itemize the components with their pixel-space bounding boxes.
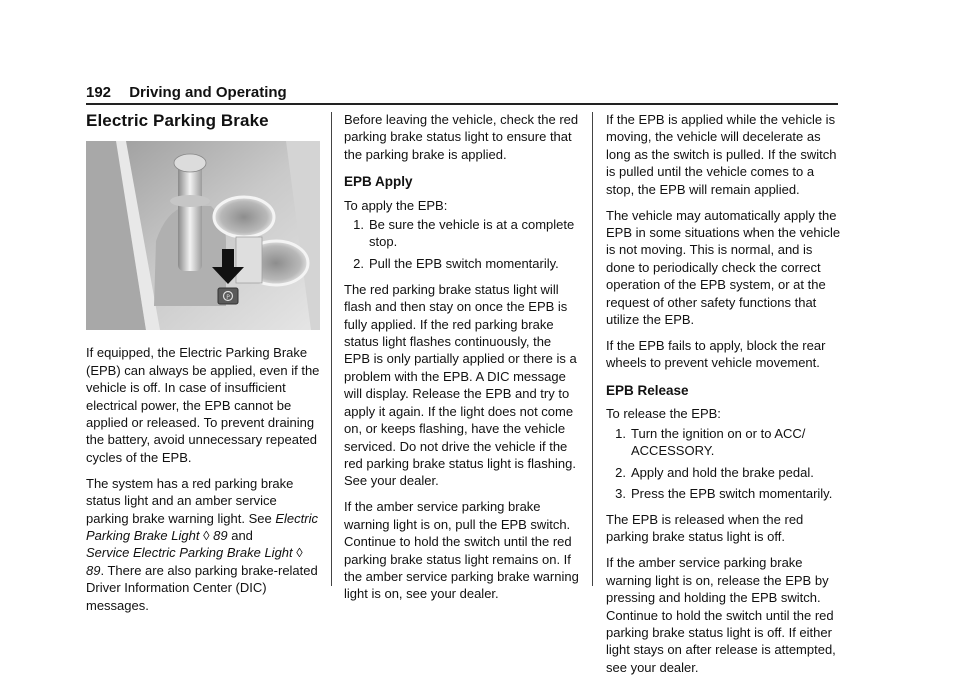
- paragraph: To apply the EPB:: [344, 197, 448, 213]
- section-heading-epb-apply: EPB Apply: [344, 174, 413, 190]
- list-item: 3. Press the EPB switch momentarily.: [615, 485, 833, 501]
- header-rule: [86, 103, 838, 105]
- paragraph: If equipped, the Electric Parking Brake (EPB) can always be applied, even if the vehicle is off. In case of insufficient electrical power, the EPB cannot be applied or released. To prevent draining the battery, avoid unnecessary repeated cycles of the EPB.: [86, 345, 320, 465]
- page-number: 192: [86, 84, 112, 101]
- page-ref[interactable]: 89: [213, 528, 228, 544]
- paragraph: If the EPB is applied while the vehicle is moving, the vehicle will decelerate as long as the switch is pulled. If the switch is pulled until the vehicle comes to a stop, the EPB will remain applied.: [606, 112, 837, 197]
- list-item: 2. Pull the EPB switch momentarily.: [353, 255, 559, 271]
- left-column: [86, 111, 322, 623]
- list-item: 1. Turn the ignition on or to ACC/ ACCESSORY.: [615, 425, 806, 459]
- svg-text:P: P: [226, 294, 230, 302]
- paragraph: To release the EPB:: [606, 406, 721, 422]
- paragraph: If the EPB fails to apply, block the rear wheels to prevent vehicle movement.: [606, 338, 826, 371]
- middle-column: [344, 111, 580, 611]
- apply-steps: [344, 216, 580, 272]
- paragraph: The system has a red parking brake status light and an amber service parking brake warning light. See Electric Parking Brake Light ◊ 89 and Service Electric Parking Brake Light ◊ 89. There are also parking brake-related Driver Information Center (DIC) messages.: [86, 475, 318, 613]
- right-column: [606, 111, 842, 685]
- list-item: 1. Be sure the vehicle is at a complete stop.: [353, 217, 575, 250]
- list-item: 2. Apply and hold the brake pedal.: [615, 464, 814, 480]
- link-electric-parking-brake-light[interactable]: Electric Parking Brake Light: [86, 510, 318, 544]
- page-ref-icon: ◊: [296, 545, 303, 561]
- page-ref[interactable]: 89: [86, 562, 101, 578]
- paragraph: The red parking brake status light will flash and then stay on once the EPB is fully applied. If the red parking brake status light flashes continuously, the EPB is only partially applied or there is a problem with the EPB. A DIC message will display. Release the EPB and try to apply it again. If the light does not come on, or keeps flashing, have the vehicle serviced. Do not drive the vehicle if the red parking brake status light is flashing. See your dealer.: [344, 281, 577, 489]
- paragraph: If the amber service parking brake warning light is on, release the EPB by pressing and holding the EPB switch. Continue to hold the switch until the red parking brake status light is off. If either light stays on after release is attempted, see your dealer.: [606, 555, 836, 675]
- column-divider: [592, 112, 593, 586]
- paragraph: If the amber service parking brake warning light is on, pull the EPB switch. Continue to hold the switch until the red parking brake status light remains on. If the amber service parking brake warning light is on, see your dealer.: [344, 499, 579, 602]
- epb-console-illustration: [86, 141, 320, 330]
- release-steps: [606, 425, 842, 503]
- paragraph: The EPB is released when the red parking brake status light is off.: [606, 511, 804, 545]
- paragraph: Before leaving the vehicle, check the red parking brake status light to ensure that the parking brake is applied.: [344, 112, 579, 162]
- page-header: [86, 84, 287, 101]
- column-divider: [331, 112, 332, 586]
- section-title: Driving and Operating: [129, 84, 287, 101]
- paragraph: The vehicle may automatically apply the EPB in some situations when the vehicle is not moving. This is normal, and is done to periodically check the correct operation of the EPB system, or at the request of other safety functions that utilize the EPB.: [606, 207, 841, 328]
- link-service-electric-parking-brake-light[interactable]: Service Electric Parking Brake Light: [86, 545, 293, 561]
- section-heading-epb-release: EPB Release: [606, 382, 689, 398]
- page-title: Electric Parking Brake: [86, 111, 269, 130]
- page-ref-icon: ◊: [203, 528, 210, 544]
